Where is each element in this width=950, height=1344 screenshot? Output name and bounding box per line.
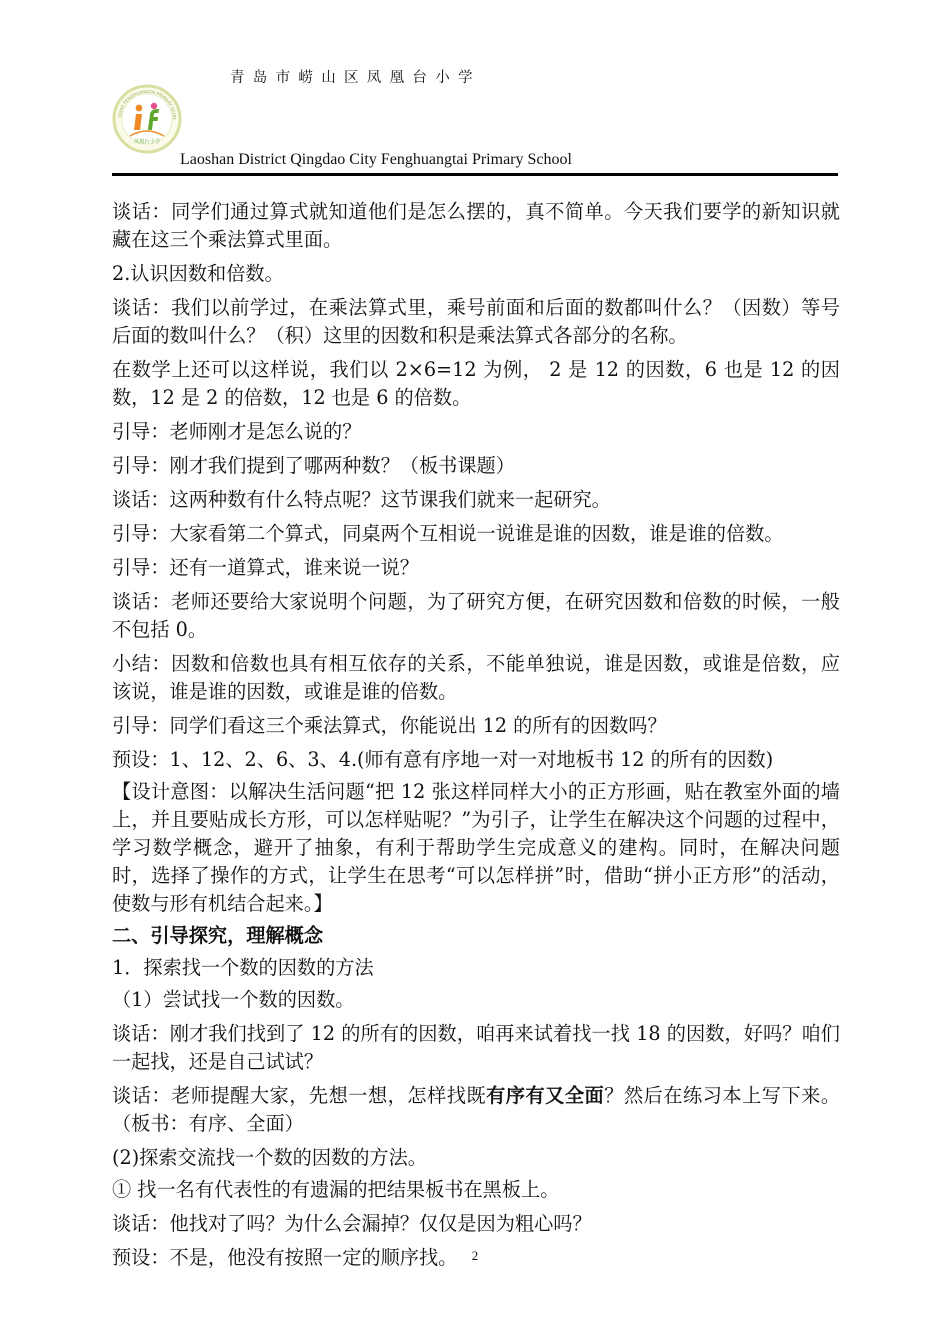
school-name-cn: 青岛市崂山区凤凰台小学 xyxy=(230,70,481,86)
paragraph: 引导：刚才我们提到了哪两种数？（板书课题） xyxy=(112,454,515,477)
page-number: 2 xyxy=(471,1248,479,1263)
emphasis-text: 有序有又全面 xyxy=(486,1084,605,1107)
paragraph: 小结：因数和倍数也具有相互依存的关系，不能单独说，谁是因数，或谁是倍数，应该说，谁是谁的因数，或谁是谁的倍数。 xyxy=(112,652,840,703)
document-body xyxy=(112,198,840,1278)
paragraph xyxy=(112,1082,840,1138)
logo-dot-orange xyxy=(136,105,143,112)
paragraph: 谈话：老师还要给大家说明个问题，为了研究方便，在研究因数和倍数的时候，一般不包括 0。 xyxy=(112,590,840,641)
logo-ring-text: GDAO FENGHUANGTAI PRIMARY SCHO xyxy=(117,88,178,120)
paragraph: （1）尝试找一个数的因数。 xyxy=(112,988,355,1011)
paragraph: 谈话：他找对了吗？为什么会漏掉？仅仅是因为粗心吗？ xyxy=(112,1212,592,1235)
paragraph: 引导：同学们看这三个乘法算式，你能说出 12 的所有的因数吗？ xyxy=(112,714,667,737)
logo-caption: 凤凰台小学 xyxy=(134,139,160,145)
page-header xyxy=(0,0,950,180)
paragraph-text: 谈话：老师提醒大家，先想一想，怎样找既 xyxy=(112,1084,487,1107)
school-name-en: Laoshan District Qingdao City Fenghuangtai Primary School xyxy=(180,151,572,168)
header-divider xyxy=(112,173,838,176)
logo-dot-pink xyxy=(151,103,157,109)
design-intent-note: 【设计意图：以解决生活问题“把 12 张这样同样大小的正方形画，贴在教室外面的墙上，并且要贴成长方形，可以怎样贴呢？”为引子，让学生在解决这个问题的过程中，学习数学概念，避开了抽象，有利于帮助学生完成意义的建构。同时，在解决问题时，选择了操作的方式，让学生在思考“可以怎样拼”时，借助“拼小正方形”的活动，使数与形有机结合起来。】 xyxy=(112,780,840,915)
paragraph: 谈话：我们以前学过，在乘法算式里，乘号前面和后面的数都叫什么？（因数）等号后面的数叫什么？（积）这里的因数和积是乘法算式各部分的名称。 xyxy=(112,296,840,347)
paragraph: 引导：还有一道算式，谁来说一说？ xyxy=(112,556,419,579)
paragraph: (2)探索交流找一个数的因数的方法。 xyxy=(112,1146,427,1169)
logo-inner xyxy=(122,94,172,144)
paragraph: 引导：大家看第二个算式，同桌两个互相说一说谁是谁的因数，谁是谁的倍数。 xyxy=(112,522,784,545)
paragraph: 预设：不是，他没有按照一定的顺序找。 xyxy=(112,1246,458,1269)
school-logo xyxy=(112,84,182,154)
paragraph: 谈话：同学们通过算式就知道他们是怎么摆的，真不简单。今天我们要学的新知识就藏在这三个乘法算式里面。 xyxy=(112,200,840,251)
paragraph: 引导：老师刚才是怎么说的？ xyxy=(112,420,362,443)
paragraph: 谈话：刚才我们找到了 12 的所有的因数，咱再来试着找一找 18 的因数，好吗？咱们一起找，还是自己试试？ xyxy=(112,1022,840,1073)
paragraph: 谈话：这两种数有什么特点呢？这节课我们就来一起研究。 xyxy=(112,488,611,511)
paragraph: ① 找一名有代表性的有遗漏的把结果板书在黑板上。 xyxy=(112,1178,560,1201)
subsection-title: 1．探索找一个数的因数的方法 xyxy=(112,956,374,979)
paragraph: 2.认识因数和倍数。 xyxy=(112,262,284,285)
paragraph: 在数学上还可以这样说，我们以 2×6=12 为例， 2 是 12 的因数，6 也是 12 的因数，12 是 2 的倍数，12 也是 6 的倍数。 xyxy=(112,358,840,409)
paragraph: 预设：1、12、2、6、3、4.(师有意有序地一对一对地板书 12 的所有的因数) xyxy=(112,748,774,771)
paragraph-text: ？然后在练习本上写下来。（板书：有序、全面） xyxy=(112,1084,841,1135)
section-heading: 二、引导探究，理解概念 xyxy=(112,924,324,947)
